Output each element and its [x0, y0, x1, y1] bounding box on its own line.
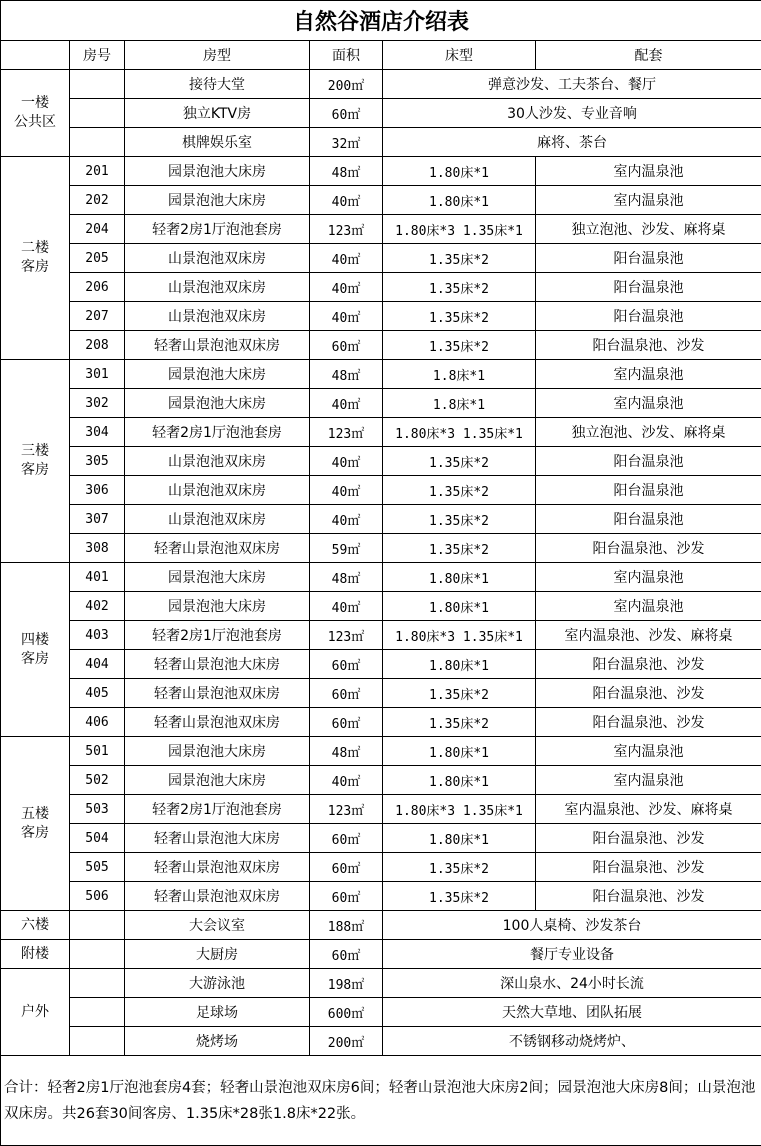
area-cell: 40㎡	[310, 273, 383, 302]
area-cell: 59㎡	[310, 534, 383, 563]
facilities-cell: 室内温泉池	[536, 737, 761, 766]
area-cell: 32㎡	[310, 128, 383, 157]
facilities-cell: 阳台温泉池	[536, 302, 761, 331]
room-type-cell: 轻奢2房1厅泡池套房	[125, 418, 310, 447]
table-row	[1, 273, 761, 302]
bed-type-cell: 1.80床*1	[383, 563, 536, 592]
area-cell: 188㎡	[310, 911, 383, 940]
facilities-cell: 阳台温泉池、沙发	[536, 708, 761, 737]
room-type-cell: 轻奢山景泡池双床房	[125, 853, 310, 882]
room-type-cell: 足球场	[125, 998, 310, 1027]
room-number-cell: 501	[70, 737, 125, 766]
bed-type-cell: 1.80床*3 1.35床*1	[383, 215, 536, 244]
room-type-cell: 烧烤场	[125, 1027, 310, 1056]
table-row	[1, 99, 761, 128]
room-type-cell: 园景泡池大床房	[125, 360, 310, 389]
facilities-cell: 阳台温泉池、沙发	[536, 331, 761, 360]
table-row	[1, 650, 761, 679]
room-type-cell: 园景泡池大床房	[125, 766, 310, 795]
room-number-cell: 403	[70, 621, 125, 650]
facilities-cell: 深山泉水、24小时长流	[383, 969, 761, 998]
facilities-cell: 阳台温泉池、沙发	[536, 534, 761, 563]
bed-type-cell: 1.80床*1	[383, 650, 536, 679]
area-cell: 40㎡	[310, 592, 383, 621]
table-row	[1, 621, 761, 650]
room-number-cell	[70, 969, 125, 998]
facilities-cell: 阳台温泉池	[536, 447, 761, 476]
facilities-cell: 麻将、茶台	[383, 128, 761, 157]
room-number-cell: 306	[70, 476, 125, 505]
room-type-cell: 轻奢山景泡池双床房	[125, 331, 310, 360]
floor-label: 五楼 客房	[1, 737, 70, 911]
room-number-cell	[70, 70, 125, 99]
floor-label: 六楼	[1, 911, 70, 940]
table-row	[1, 157, 761, 186]
room-type-cell: 大厨房	[125, 940, 310, 969]
area-cell: 60㎡	[310, 940, 383, 969]
summary-row	[1, 1056, 761, 1146]
facilities-cell: 阳台温泉池、沙发	[536, 650, 761, 679]
table-row	[1, 128, 761, 157]
room-type-cell: 棋牌娱乐室	[125, 128, 310, 157]
room-number-cell: 308	[70, 534, 125, 563]
header-room-type: 房型	[125, 41, 310, 70]
bed-type-cell: 1.35床*2	[383, 273, 536, 302]
bed-type-cell: 1.80床*1	[383, 737, 536, 766]
header-floor	[1, 41, 70, 70]
area-cell: 60㎡	[310, 679, 383, 708]
floor-label: 三楼 客房	[1, 360, 70, 563]
area-cell: 60㎡	[310, 824, 383, 853]
facilities-cell: 室内温泉池	[536, 157, 761, 186]
facilities-cell: 室内温泉池	[536, 766, 761, 795]
table-row	[1, 563, 761, 592]
floor-label: 一楼 公共区	[1, 70, 70, 157]
bed-type-cell: 1.80床*1	[383, 592, 536, 621]
facilities-cell: 室内温泉池	[536, 186, 761, 215]
table-row	[1, 534, 761, 563]
bed-type-cell: 1.80床*1	[383, 766, 536, 795]
area-cell: 60㎡	[310, 882, 383, 911]
room-number-cell: 406	[70, 708, 125, 737]
area-cell: 123㎡	[310, 215, 383, 244]
room-number-cell: 505	[70, 853, 125, 882]
table-row	[1, 418, 761, 447]
header-facilities: 配套	[536, 41, 761, 70]
bed-type-cell: 1.35床*2	[383, 331, 536, 360]
room-number-cell: 402	[70, 592, 125, 621]
room-type-cell: 园景泡池大床房	[125, 389, 310, 418]
room-type-cell: 山景泡池双床房	[125, 447, 310, 476]
area-cell: 40㎡	[310, 244, 383, 273]
facilities-cell: 室内温泉池	[536, 592, 761, 621]
facilities-cell: 阳台温泉池、沙发	[536, 853, 761, 882]
table-row	[1, 244, 761, 273]
room-type-cell: 轻奢2房1厅泡池套房	[125, 621, 310, 650]
room-type-cell: 山景泡池双床房	[125, 505, 310, 534]
area-cell: 48㎡	[310, 157, 383, 186]
area-cell: 40㎡	[310, 186, 383, 215]
area-cell: 200㎡	[310, 1027, 383, 1056]
room-type-cell: 轻奢山景泡池双床房	[125, 708, 310, 737]
table-row	[1, 476, 761, 505]
table-row	[1, 215, 761, 244]
area-cell: 60㎡	[310, 853, 383, 882]
bed-type-cell: 1.35床*2	[383, 505, 536, 534]
facilities-cell: 室内温泉池	[536, 389, 761, 418]
bed-type-cell: 1.35床*2	[383, 679, 536, 708]
facilities-cell: 弹意沙发、工夫茶台、餐厅	[383, 70, 761, 99]
table-row	[1, 969, 761, 998]
facilities-cell: 100人桌椅、沙发茶台	[383, 911, 761, 940]
area-cell: 48㎡	[310, 360, 383, 389]
room-number-cell	[70, 940, 125, 969]
room-type-cell: 园景泡池大床房	[125, 592, 310, 621]
room-number-cell: 204	[70, 215, 125, 244]
room-number-cell: 208	[70, 331, 125, 360]
area-cell: 123㎡	[310, 795, 383, 824]
facilities-cell: 不锈钢移动烧烤炉、	[383, 1027, 761, 1056]
area-cell: 60㎡	[310, 708, 383, 737]
room-number-cell: 504	[70, 824, 125, 853]
facilities-cell: 独立泡池、沙发、麻将桌	[536, 418, 761, 447]
room-type-cell: 大游泳池	[125, 969, 310, 998]
table-row	[1, 998, 761, 1027]
facilities-cell: 阳台温泉池	[536, 273, 761, 302]
room-type-cell: 大会议室	[125, 911, 310, 940]
room-type-cell: 山景泡池双床房	[125, 476, 310, 505]
room-type-cell: 园景泡池大床房	[125, 157, 310, 186]
bed-type-cell: 1.35床*2	[383, 708, 536, 737]
table-row	[1, 447, 761, 476]
table-row	[1, 331, 761, 360]
floor-label: 户外	[1, 969, 70, 1056]
room-type-cell: 轻奢2房1厅泡池套房	[125, 215, 310, 244]
facilities-cell: 阳台温泉池、沙发	[536, 679, 761, 708]
room-number-cell	[70, 1027, 125, 1056]
table-row	[1, 795, 761, 824]
room-type-cell: 轻奢2房1厅泡池套房	[125, 795, 310, 824]
bed-type-cell: 1.35床*2	[383, 853, 536, 882]
bed-type-cell: 1.80床*3 1.35床*1	[383, 795, 536, 824]
room-type-cell: 园景泡池大床房	[125, 186, 310, 215]
facilities-cell: 阳台温泉池	[536, 244, 761, 273]
bed-type-cell: 1.80床*1	[383, 186, 536, 215]
room-number-cell	[70, 911, 125, 940]
room-type-cell: 园景泡池大床房	[125, 737, 310, 766]
room-number-cell: 304	[70, 418, 125, 447]
table-row	[1, 1027, 761, 1056]
table-row	[1, 679, 761, 708]
area-cell: 123㎡	[310, 621, 383, 650]
bed-type-cell: 1.80床*1	[383, 824, 536, 853]
room-type-cell: 山景泡池双床房	[125, 244, 310, 273]
room-number-cell	[70, 99, 125, 128]
room-number-cell: 305	[70, 447, 125, 476]
room-type-cell: 轻奢山景泡池双床房	[125, 534, 310, 563]
floor-label: 附楼	[1, 940, 70, 969]
bed-type-cell: 1.8床*1	[383, 389, 536, 418]
area-cell: 198㎡	[310, 969, 383, 998]
facilities-cell: 阳台温泉池	[536, 505, 761, 534]
facilities-cell: 天然大草地、团队拓展	[383, 998, 761, 1027]
facilities-cell: 室内温泉池	[536, 360, 761, 389]
room-type-cell: 独立KTV房	[125, 99, 310, 128]
table-row	[1, 882, 761, 911]
room-type-cell: 轻奢山景泡池双床房	[125, 679, 310, 708]
bed-type-cell: 1.35床*2	[383, 302, 536, 331]
table-row	[1, 824, 761, 853]
facilities-cell: 室内温泉池	[536, 563, 761, 592]
facilities-cell: 室内温泉池、沙发、麻将桌	[536, 621, 761, 650]
area-cell: 40㎡	[310, 389, 383, 418]
table-row	[1, 708, 761, 737]
header-room-no: 房号	[70, 41, 125, 70]
table-row	[1, 737, 761, 766]
area-cell: 40㎡	[310, 302, 383, 331]
area-cell: 200㎡	[310, 70, 383, 99]
room-number-cell: 301	[70, 360, 125, 389]
room-number-cell: 503	[70, 795, 125, 824]
area-cell: 600㎡	[310, 998, 383, 1027]
area-cell: 40㎡	[310, 447, 383, 476]
area-cell: 40㎡	[310, 476, 383, 505]
area-cell: 48㎡	[310, 737, 383, 766]
area-cell: 60㎡	[310, 99, 383, 128]
facilities-cell: 独立泡池、沙发、麻将桌	[536, 215, 761, 244]
header-row	[1, 41, 761, 70]
table-row	[1, 911, 761, 940]
room-number-cell: 302	[70, 389, 125, 418]
room-type-cell: 接待大堂	[125, 70, 310, 99]
room-type-cell: 山景泡池双床房	[125, 302, 310, 331]
bed-type-cell: 1.80床*3 1.35床*1	[383, 621, 536, 650]
facilities-cell: 阳台温泉池、沙发	[536, 824, 761, 853]
room-type-cell: 园景泡池大床房	[125, 563, 310, 592]
table-row	[1, 360, 761, 389]
bed-type-cell: 1.35床*2	[383, 447, 536, 476]
room-number-cell: 401	[70, 563, 125, 592]
bed-type-cell: 1.35床*2	[383, 534, 536, 563]
room-number-cell: 307	[70, 505, 125, 534]
table-row	[1, 302, 761, 331]
bed-type-cell: 1.80床*1	[383, 157, 536, 186]
room-number-cell	[70, 998, 125, 1027]
table-row	[1, 505, 761, 534]
bed-type-cell: 1.80床*3 1.35床*1	[383, 418, 536, 447]
room-number-cell: 404	[70, 650, 125, 679]
room-number-cell	[70, 128, 125, 157]
table-row	[1, 389, 761, 418]
room-type-cell: 轻奢山景泡池大床房	[125, 824, 310, 853]
header-bed: 床型	[383, 41, 536, 70]
room-number-cell: 506	[70, 882, 125, 911]
room-number-cell: 207	[70, 302, 125, 331]
facilities-cell: 阳台温泉池	[536, 476, 761, 505]
facilities-cell: 室内温泉池、沙发、麻将桌	[536, 795, 761, 824]
facilities-cell: 30人沙发、专业音响	[383, 99, 761, 128]
room-number-cell: 405	[70, 679, 125, 708]
bed-type-cell: 1.35床*2	[383, 882, 536, 911]
facilities-cell: 阳台温泉池、沙发	[536, 882, 761, 911]
room-number-cell: 206	[70, 273, 125, 302]
bed-type-cell: 1.8床*1	[383, 360, 536, 389]
header-area: 面积	[310, 41, 383, 70]
area-cell: 40㎡	[310, 766, 383, 795]
table-row	[1, 766, 761, 795]
room-type-cell: 山景泡池双床房	[125, 273, 310, 302]
floor-label: 二楼 客房	[1, 157, 70, 360]
room-type-cell: 轻奢山景泡池双床房	[125, 882, 310, 911]
room-number-cell: 201	[70, 157, 125, 186]
room-type-cell: 轻奢山景泡池大床房	[125, 650, 310, 679]
facilities-cell: 餐厅专业设备	[383, 940, 761, 969]
table-row	[1, 853, 761, 882]
table-title: 自然谷酒店介绍表	[1, 1, 761, 41]
bed-type-cell: 1.35床*2	[383, 476, 536, 505]
bed-type-cell: 1.35床*2	[383, 244, 536, 273]
area-cell: 60㎡	[310, 331, 383, 360]
area-cell: 60㎡	[310, 650, 383, 679]
floor-label: 四楼 客房	[1, 563, 70, 737]
room-number-cell: 202	[70, 186, 125, 215]
area-cell: 40㎡	[310, 505, 383, 534]
area-cell: 48㎡	[310, 563, 383, 592]
table-row	[1, 592, 761, 621]
table-row	[1, 186, 761, 215]
table-row	[1, 940, 761, 969]
table-row	[1, 70, 761, 99]
room-number-cell: 205	[70, 244, 125, 273]
area-cell: 123㎡	[310, 418, 383, 447]
summary-text: 合计：轻奢2房1厅泡池套房4套；轻奢山景泡池双床房6间；轻奢山景泡池大床房2间；园景泡池大床房8间；山景泡池双床房。共26套30间客房、1.35床*28张1.8床*22张。	[1, 1056, 761, 1146]
room-number-cell: 502	[70, 766, 125, 795]
